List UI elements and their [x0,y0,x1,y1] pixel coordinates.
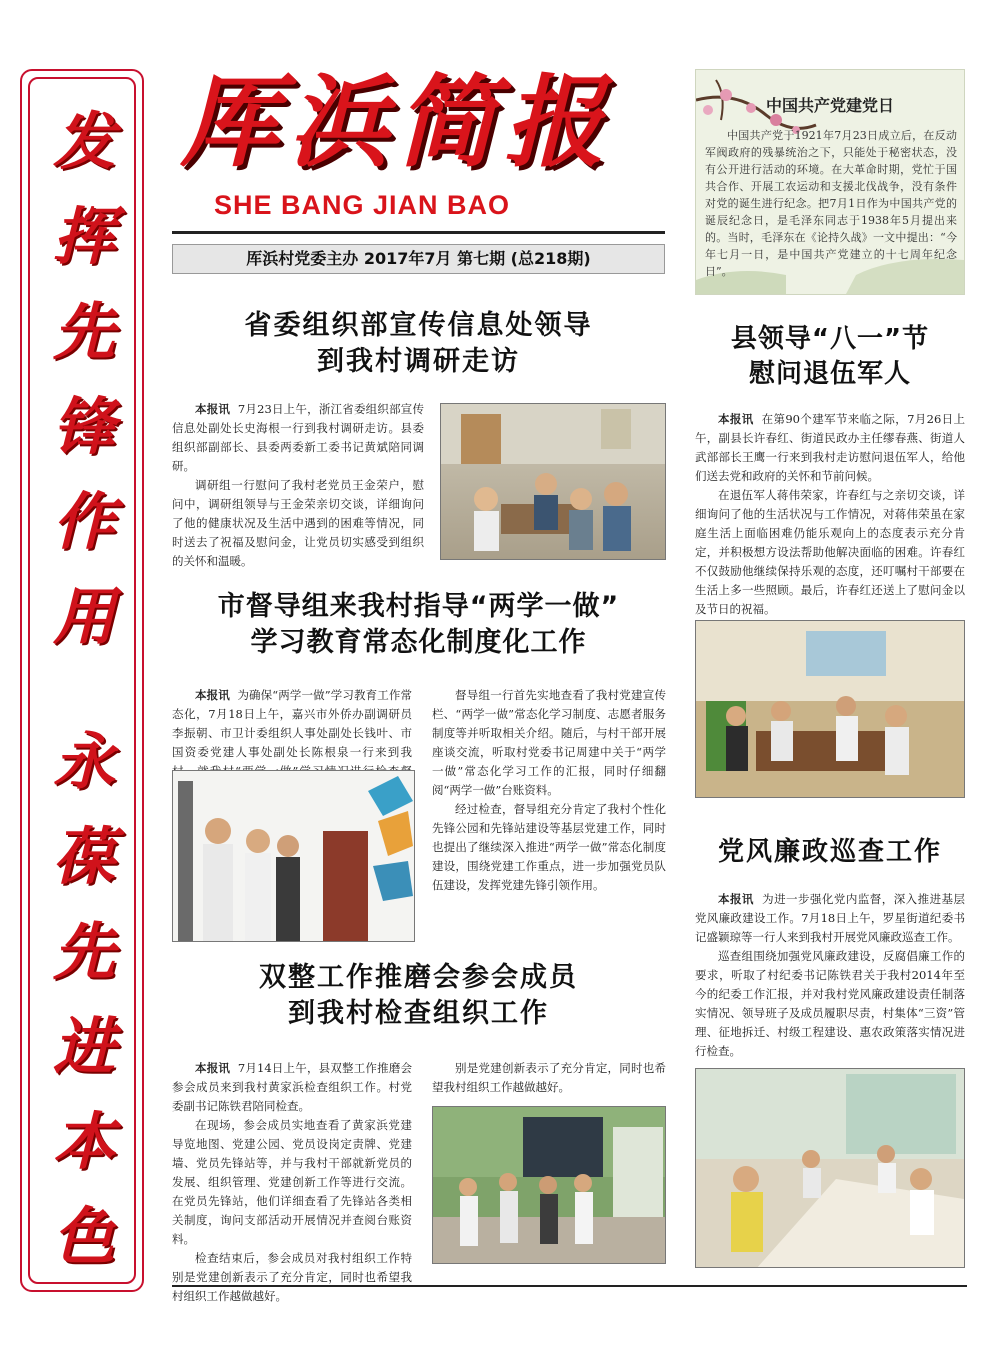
article3-body-left: 本报讯 7月14日上午，县双整工作推磨会参会成员来到我村黄家浜检查组织工作。村党委副书记陈铁君陪同检查。 在现场，参会成员实地查看了黄家浜党建导览地图、党建公园、党员设岗定责牌、党建墙、党员先锋站等，并与我村干部就新党员的发展、组织管理、党建创新工作等进行交流。在党员先锋站，他们详细查看了先锋站各类相关制度，询问支部活动开展情况并查阅台账资料。 检查结束后，参会成员对我村组织工作特别是党建创新表示了充分肯定，同时也希望我村组织工作越做越好。 [172,1061,413,1303]
slogan-char: 进 [52,1010,115,1083]
article2-photo [172,770,415,942]
article2-body-left: 本报讯 为确保“两学一做”学习教育工作常态化，7月18日上午，嘉兴市外侨办副调研员李振朝、市卫计委组织人事处副处长钱叶、市国资委党建人事处副处长陈根泉一行来到我 [172,688,413,759]
article3-photo [432,1106,666,1264]
article3-body-right: 别是党建创新表示了充分肯定，同时也希望我村组织工作越做越好。 [432,1061,666,1094]
article1-body: 本报讯 7月23日上午，浙江省委组织部宣传信息处副处长史海根一行到我村调研走访。县委组织部副部长、县委两委新工委书记黄斌陪同调研。 调研组一行慰问了我村老党员王金荣户，慰问中，调研组领导与王金荣亲切交谈，详细询问了他的健康状况及生活中遇到的困难等情况，同时送去了祝福及慰问金，让党员切实感受到组织的关怀和温暖。 [172,402,425,568]
slogan-char: 挥 [52,200,115,273]
slogan-char: 先 [52,915,115,988]
article5-body: 本报讯 为进一步强化党内监督，深入推进基层党风廉政建设工作。7月18日上午，罗星街道纪委书记盛颖琼等一行人来到我村开展党风廉政巡查工作。 巡查组围绕加强党风廉政建设，反腐倡廉工作的要求，听取了村纪委书记陈铁君关于我村2014年至今的纪委工作汇报，并对我村党风廉政建设责任制落实情况、领导班子及成员履职尽责，村集体“三资”管理、征地拆迁、村级工程建设、惠农政策落实情况进行检查。 [695,892,966,1058]
party-day-title: 中国共产党建党日 [765,96,894,115]
article4-headline: 县领导“八一”节 慰问退伍军人 [730,324,930,390]
masthead-title: 厍浜简报 [180,63,612,181]
slogan-char: 发 [52,105,115,178]
slogan-char: 用 [52,580,115,653]
slogan-char: 先 [52,295,115,368]
article4-body: 本报讯 在第90个建军节来临之际，7月26日上午，副县长许春红、街道民政办主任缪春燕、街道人武部部长王鹰一行来到我村走访慰问退伍军人，给他们送去党和政府的关怀和节前问候。 在退伍军人蒋伟荣家，许春红与之亲切交谈，详细询问了他的生活状况与工作情况，对蒋伟荣虽在家庭生活上面临困难仍能乐观向上的态度表示充分肯定，并积极想方设法帮助他解决面临的困难。许春红不仅鼓励他继续保持乐观的态度，还叮嘱村干部要在生活上多一些照顾。最后，许春红还送上了慰问金以及节日的祝福。 [695,412,966,616]
article5-headline: 党风廉政巡查工作 [717,837,942,867]
slogan-char: 葆 [52,820,115,893]
slogan-char: 本 [52,1105,115,1178]
slogan-char: 作 [52,485,115,558]
article1-headline: 省委组织部宣传信息处领导 到我村调研走访 [244,310,593,378]
article3-headline: 双整工作推磨会参会成员 到我村检查组织工作 [259,962,578,1030]
slogan-char: 永 [52,725,115,798]
slogan-banner [28,77,136,1284]
article4-photo [695,620,965,798]
slogan-char: 色 [52,1200,115,1273]
masthead-pinyin: SHE BANG JIAN BAO [214,190,511,220]
article1-photo [440,403,666,560]
masthead-divider [172,231,665,234]
slogan-char: 锋 [52,390,115,463]
article2-body-right: 督导组一行首先实地查看了我村党建宣传栏、“两学一做”常态化学习制度、志愿者服务制度等并听取相关介绍。随后，与村干部开展座谈交流，听取村党委书记周建中关于“两学一做”常态化学习工作的汇报，同时仔细翻阅“两学一做”台账资料。 经过检查，督导组充分肯定了我村个性化先锋公园和先锋站建设等基层党建工作，同时也提出了继续深入推进“两学一做”常态化制度建设，围绕党建工作重点，进一步加强党员队伍建设，发挥党建先锋引领作用。 [432,688,666,892]
party-day-text: 中国共产党于1921年7月23日成立后，在反动军阀政府的残暴统治之下，只能处于秘密状态，没有公开进行活动的环境。在大革命时期，党忙于国共合作、开展工农运动和支援北伐战争，没有条件对党的诞生进行纪念。把7月1日作为中国共产党的诞辰纪念日，是毛泽东同志于1938年5月提出来的。当时，毛泽东在《论持久战》一文中提出：“今年七月一日，是中国共产党建立的十七周年纪念日”。 [705,129,957,278]
article2-headline: 市督导组来我村指导“两学一做” 学习教育常态化制度化工作 [217,591,620,659]
article5-photo [695,1068,965,1268]
issue-info: 厍浜村党委主办 2017年7月 第七期 (总218期) [172,244,665,274]
bottom-rule [172,1285,967,1287]
